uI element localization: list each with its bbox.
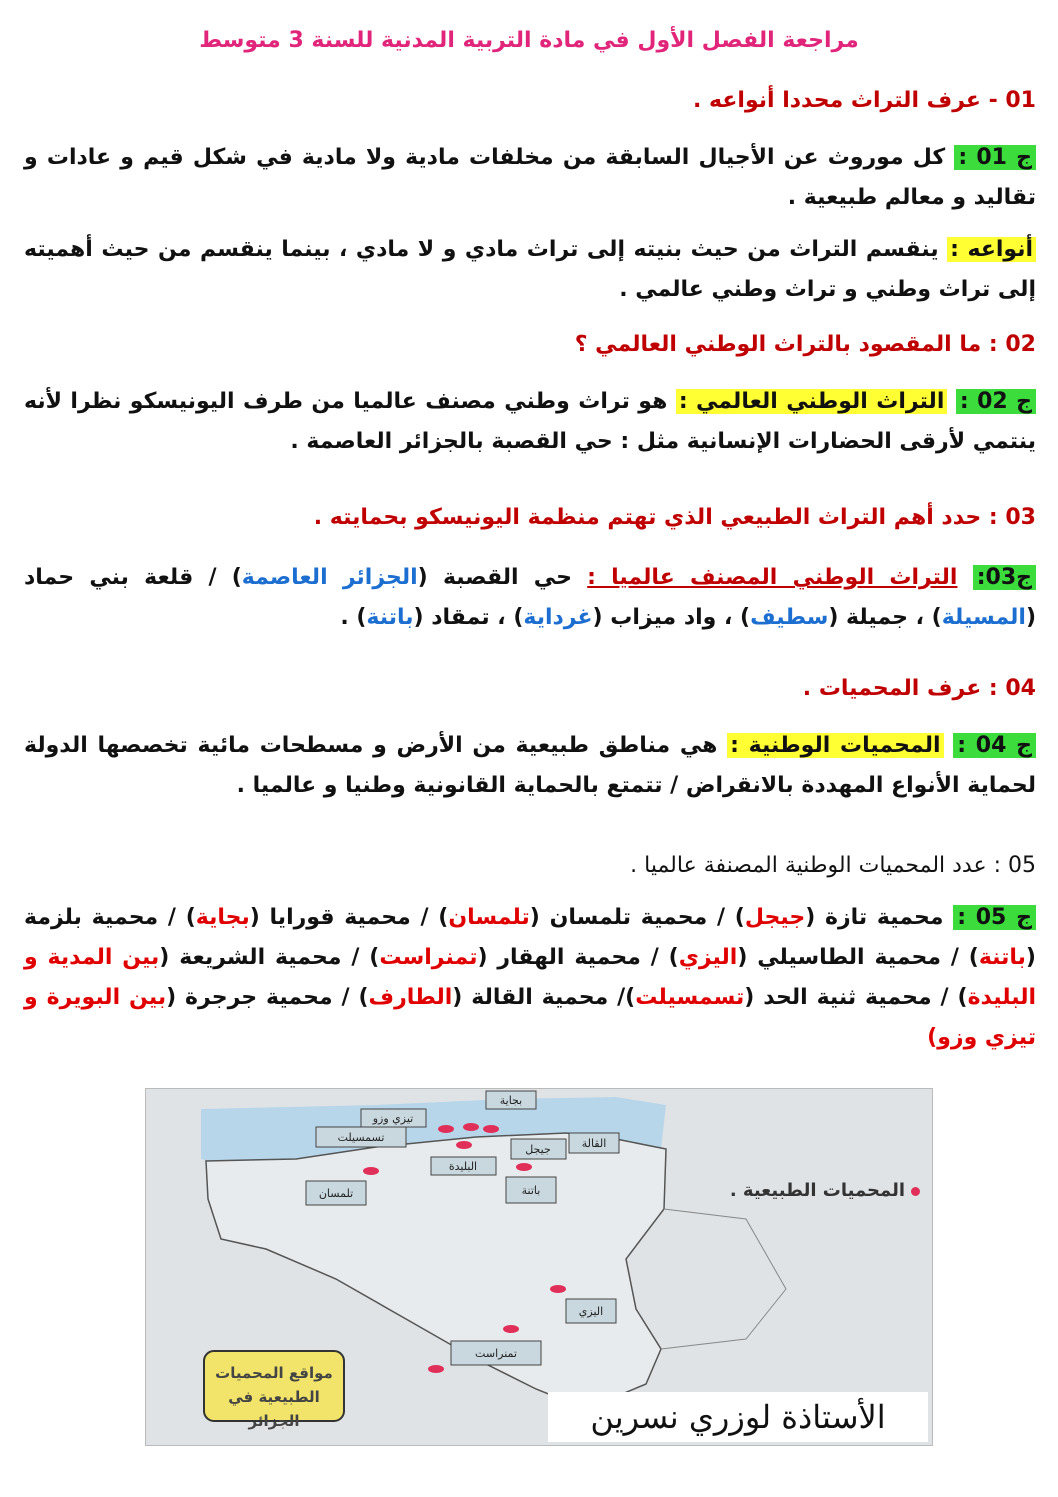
- region-bouira-tizi: بين البويرة و تيزي وزو: [24, 985, 1036, 1050]
- answer-3-seg: ) ، تمقاد (: [413, 605, 524, 630]
- answer-5-seg: ) / محمية ثنية الحد (: [744, 985, 968, 1010]
- question-2: 02 : ما المقصود بالتراث الوطني العالمي ؟: [574, 332, 1036, 357]
- answer-2: [24, 382, 1036, 462]
- answer-3-seg: ) ، جميلة (: [828, 605, 942, 630]
- answer-5-seg: محمية تازة (: [805, 905, 944, 930]
- region-medea-blida: بين المدية و البليدة: [24, 945, 1037, 1010]
- region-illizi: اليزي: [678, 945, 738, 970]
- region-tissemsilt: تسمسيلت: [635, 985, 745, 1010]
- question-5: 05 : عدد المحميات الوطنية المصنفة عالميا .: [630, 853, 1036, 878]
- answer-4: [24, 726, 1036, 806]
- answer-3-tag: ج03:: [973, 565, 1036, 590]
- answer-3-seg: حي القصبة (: [417, 565, 572, 590]
- svg-text:بجاية: بجاية: [499, 1094, 523, 1107]
- svg-text:البليدة: البليدة: [448, 1160, 478, 1173]
- region-tlemcen: تلمسان: [448, 905, 530, 930]
- region-el-tarf: الطارف: [368, 985, 453, 1010]
- svg-text:اليزي: اليزي: [578, 1305, 604, 1318]
- answer-5-seg: ) / محمية الشريعة (: [159, 945, 380, 970]
- answer-5-seg: ) / محمية تلمسان (: [529, 905, 745, 930]
- answer-3-seg: ) ، واد ميزاب (: [592, 605, 751, 630]
- svg-text:تيزي وزو: تيزي وزو: [372, 1112, 414, 1125]
- types-text: ينقسم التراث من حيث بنيته إلى تراث مادي و لا مادي ، بينما ينقسم من حيث أهميته إلى تراث وطني و تراث وطني عالمي .: [24, 237, 1036, 302]
- place-msila: المسيلة: [941, 605, 1026, 630]
- answer-4-term: المحميات الوطنية :: [727, 733, 943, 758]
- svg-text:تمنراست: تمنراست: [475, 1347, 517, 1360]
- answer-3-seg: ) / قلعة بني حماد (: [24, 565, 1036, 630]
- svg-text:باتنة: باتنة: [521, 1184, 541, 1197]
- map-caption: مواقع المحميات الطبيعية في الجزائر: [215, 1364, 333, 1430]
- region-tamanrasset: تمنراست: [379, 945, 478, 970]
- place-batna: باتنة: [366, 605, 414, 630]
- svg-text:القالة: القالة: [581, 1137, 607, 1150]
- answer-3: [24, 558, 1036, 638]
- answer-1-tag: ج 01 :: [954, 145, 1036, 170]
- teacher-signature: الأستاذة لوزري نسرين: [548, 1392, 928, 1442]
- heritage-types: [24, 230, 1036, 310]
- answer-5-seg: ) / محمية بلزمة (: [24, 905, 1036, 970]
- region-batna: باتنة: [978, 945, 1026, 970]
- region-bejaia: بجاية: [195, 905, 250, 930]
- answer-2-text: هو تراث وطني مصنف عالميا من طرف اليونيسكو نظرا لأنه ينتمي لأرقى الحضارات الإنسانية مثل : حي القصبة بالجزائر العاصمة .: [24, 389, 1036, 454]
- answer-2-term: التراث الوطني العالمي :: [676, 389, 948, 414]
- svg-text:جيجل: جيجل: [525, 1143, 551, 1156]
- place-setif: سطيف: [750, 605, 829, 630]
- answer-5-seg: ) / محمية الهقار (: [477, 945, 679, 970]
- answer-5-seg: ): [927, 1025, 938, 1050]
- answer-4-text: هي مناطق طبيعية من الأرض و مسطحات مائية تخصصها الدولة لحماية الأنواع المهددة بالانقراض / تتمتع بالحماية القانونية وطنيا و عالميا .: [24, 733, 1036, 798]
- answer-1-text: كل موروث عن الأجيال السابقة من مخلفات مادية ولا مادية في شكل قيم و عادات و تقاليد و معالم طبيعية .: [24, 145, 1036, 210]
- region-jijel: جيجل: [744, 905, 806, 930]
- answer-5-seg: ) / محمية جرجرة (: [166, 985, 369, 1010]
- question-4: 04 : عرف المحميات .: [802, 676, 1036, 701]
- answer-3-seg: ) .: [340, 605, 367, 630]
- page-title: مراجعة الفصل الأول في مادة التربية المدنية للسنة 3 متوسط: [199, 28, 859, 53]
- legend-dot-icon: [911, 1187, 920, 1196]
- answer-1: [24, 138, 1036, 218]
- svg-text:تسمسيلت: تسمسيلت: [337, 1131, 385, 1144]
- answer-3-term: التراث الوطني المصنف عالميا :: [587, 565, 958, 590]
- map-legend: [730, 1180, 920, 1201]
- svg-text:تلمسان: تلمسان: [318, 1187, 354, 1200]
- answer-5-seg: ) / محمية قورايا (: [249, 905, 449, 930]
- answer-5: [24, 898, 1036, 1058]
- legend-text: المحميات الطبيعية .: [729, 1180, 905, 1201]
- answer-5-seg: )/ محمية القالة (: [452, 985, 636, 1010]
- question-1: 01 - عرف التراث محددا أنواعه .: [693, 88, 1036, 113]
- answer-2-tag: ج 02 :: [956, 389, 1036, 414]
- question-3: 03 : حدد أهم التراث الطبيعي الذي تهتم منظمة اليونيسكو بحمايته .: [313, 505, 1036, 530]
- place-ghardaia: غرداية: [523, 605, 593, 630]
- answer-4-tag: ج 04 :: [953, 733, 1036, 758]
- answer-5-tag: ج 05 :: [953, 905, 1036, 930]
- answer-5-seg: ) / محمية الطاسيلي (: [737, 945, 979, 970]
- types-tag: أنواعه :: [947, 237, 1036, 262]
- place-algiers: الجزائر العاصمة: [241, 565, 418, 590]
